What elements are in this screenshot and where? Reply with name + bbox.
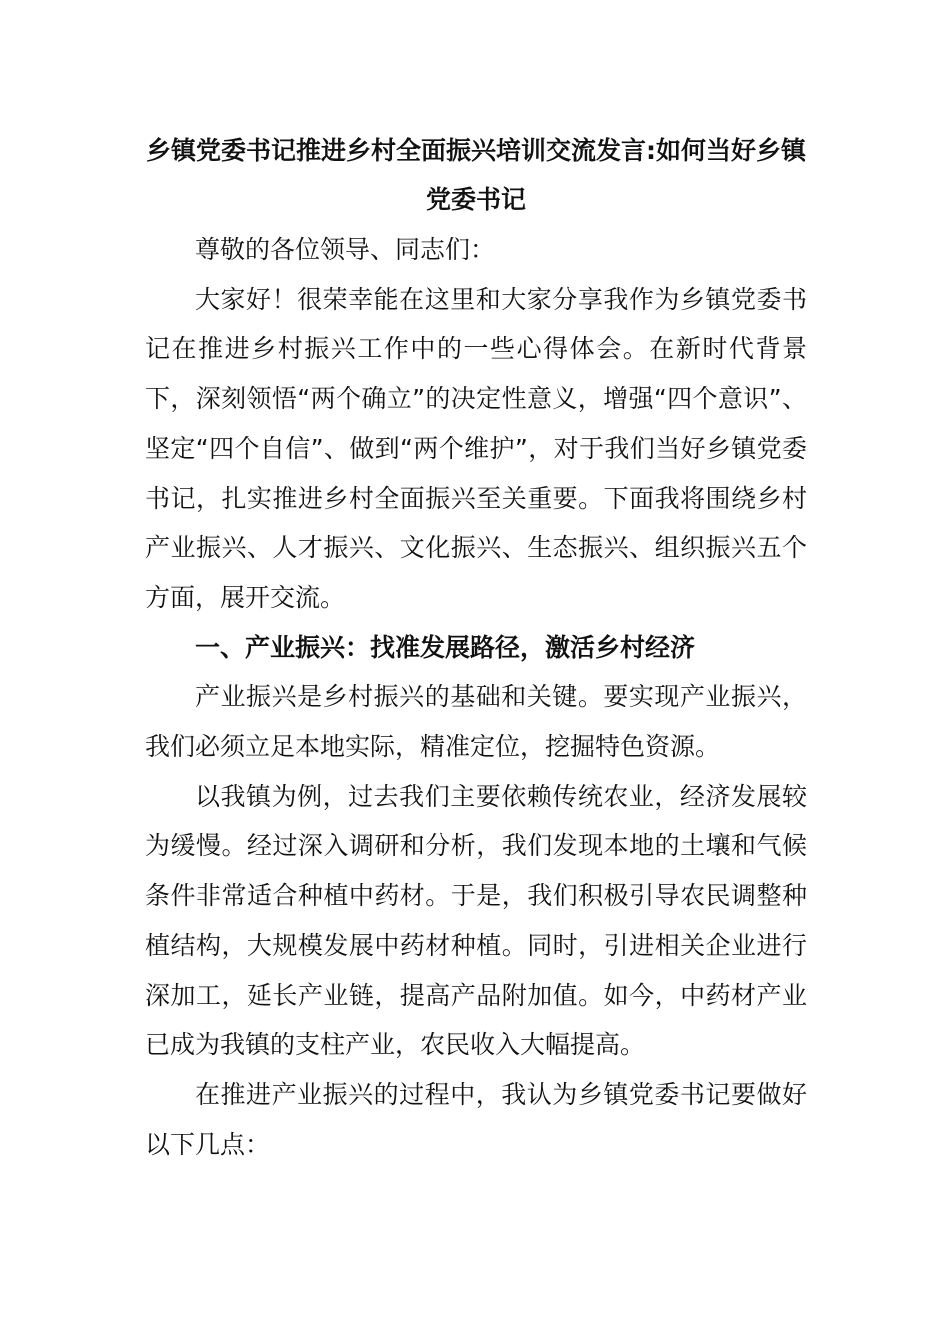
intro-paragraph: 大家好！很荣幸能在这里和大家分享我作为乡镇党委书记在推进乡村振兴工作中的一些心得体会。在新时代背景下，深刻领悟“两个确立”的决定性意义，增强“四个意识”、坚定“四个自信”、做到“两个维护”，对于我们当好乡镇党委书记，扎实推进乡村全面振兴至关重要。下面我将围绕乡村产业振兴、人才振兴、文化振兴、生态振兴、组织振兴五个方面，展开交流。 (145, 284, 807, 612)
section-heading: 一、产业振兴：找准发展路径，激活乡村经济 (195, 632, 696, 662)
salutation: 尊敬的各位领导、同志们： (195, 235, 496, 264)
section-paragraph: 在推进产业振兴的过程中，我认为乡镇党委书记要做好以下几点： (145, 1079, 807, 1159)
section-paragraph: 以我镇为例，过去我们主要依赖传统农业，经济发展较为缓慢。经过深入调研和分析，我们发现本地的土壤和气候条件非常适合种植中药材。于是，我们积极引导农民调整种植结构，大规模发展中药材种植。同时，引进相关企业进行深加工，延长产业链，提高产品附加值。如今，中药材产业已成为我镇的支柱产业，农民收入大幅提高。 (145, 781, 807, 1060)
section-paragraph: 产业振兴是乡村振兴的基础和关键。要实现产业振兴，我们必须立足本地实际，精准定位，挖掘特色资源。 (145, 682, 807, 762)
document-title: 乡镇党委书记推进乡村全面振兴培训交流发言:如何当好乡镇党委书记 (146, 136, 806, 214)
document-body (145, 126, 807, 1169)
